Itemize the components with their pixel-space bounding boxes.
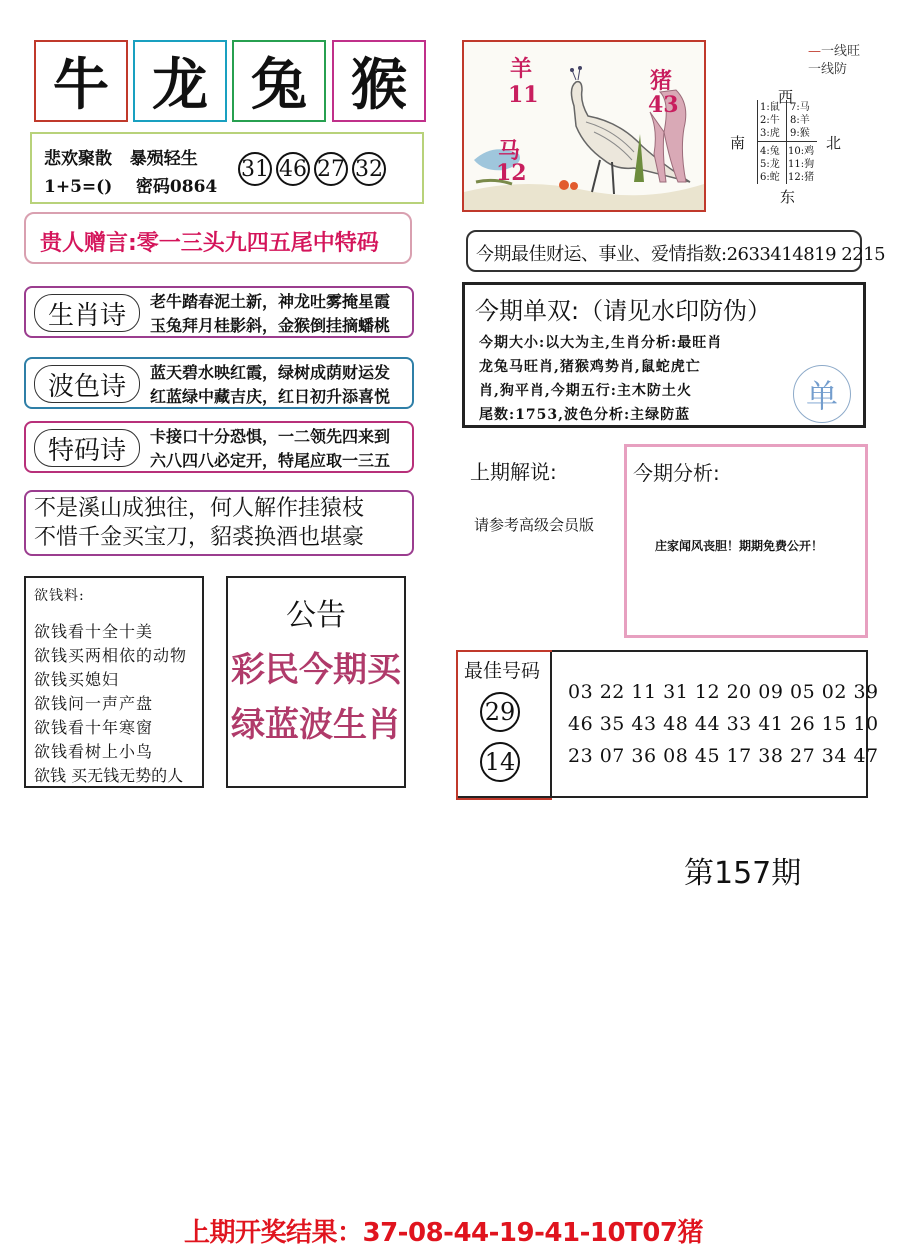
legend-wang: —一线旺: [808, 44, 861, 59]
compass-cell: 7:马: [790, 102, 810, 113]
pick-circle: 29: [480, 692, 520, 732]
number-grid: [568, 676, 879, 772]
compass-west: 西: [778, 88, 794, 106]
danshuang-lines: 今期大小:以大为主,生肖分析:最旺肖 龙兔马旺肖,猪猴鸡势肖,鼠蛇虎亡 肖,狗平肖,今期五行:主木防土火 尾数:1753,波色分析:主绿防蓝: [479, 335, 723, 423]
compass-cell: 4:兔: [760, 146, 780, 157]
poem-tag: 特码诗: [34, 429, 140, 467]
last-explain-title: 上期解说:: [470, 460, 557, 484]
zodiac-box-4: 猴: [332, 40, 426, 122]
yuqian-title: 欲钱料:: [34, 588, 85, 604]
compass-cell: 6:蛇: [760, 172, 780, 183]
pic-label-ma-number: 12: [496, 160, 527, 186]
analysis-text: 庄家闻风丧胆！期期免费公开！: [655, 539, 824, 553]
pic-label-zhu-number: 43: [648, 92, 679, 118]
last-result: 上期开奖结果：37-08-44-19-41-10T07猪: [184, 1218, 703, 1248]
info-numbers: [238, 152, 390, 186]
danshuang-box: [462, 282, 866, 428]
notice-title: 公告: [286, 598, 346, 633]
pic-label-ma: 马: [498, 138, 521, 164]
notice-box: [226, 576, 406, 788]
zodiac-box-2: 龙: [133, 40, 227, 122]
poem-tag: 波色诗: [34, 365, 140, 403]
best-numbers-title: 最佳号码: [464, 660, 541, 682]
notice-line-1: 彩民今期买: [231, 650, 401, 690]
info-line-1: 悲欢聚散 暴殒轻生: [44, 149, 198, 169]
number-circle: 27: [314, 152, 348, 186]
best-index-box: [466, 230, 886, 272]
pick-circle: 14: [480, 742, 520, 782]
compass-south: 南: [730, 134, 746, 152]
legend-fang: 一线防: [808, 62, 848, 77]
number-circle: 31: [238, 152, 272, 186]
yuqian-box: [24, 576, 204, 788]
compass-north: 北: [826, 134, 842, 152]
compass-cell: 9:猴: [790, 128, 810, 139]
yuqian-item: 欲钱看十年寒窗: [34, 718, 154, 737]
compass-cell: 1:鼠: [760, 102, 780, 113]
analysis-title: 今期分析:: [633, 461, 720, 485]
last-explain-text: 请参考高级会员版: [474, 516, 595, 534]
compass-east: 东: [780, 188, 796, 206]
number-row: 23 07 36 08 45 17 38 27 34 47: [568, 745, 879, 767]
poem-lines: 老牛踏春泥土新，神龙吐雾掩星霞 玉兔拜月桂影斜，金猴倒挂摘蟠桃: [150, 292, 391, 335]
zodiac-box-1: 牛: [34, 40, 128, 122]
best-numbers-box: [456, 650, 879, 798]
poem-box-zodiac: [24, 286, 414, 338]
poem-lines: 卡接口十分恐惧，一二领先四来到 六八四八必定开，特尾应取一三五: [150, 427, 391, 470]
info-line-2: 1+5=() 密码0864: [44, 177, 218, 197]
zodiac-box-3: 兔: [232, 40, 326, 122]
dan-stamp: 单: [793, 365, 851, 423]
number-row: 46 35 43 48 44 33 41 26 15 10: [568, 713, 879, 735]
poem-box-special: [24, 421, 414, 473]
compass-cell: 3:虎: [760, 128, 780, 139]
yuqian-item: 欲钱看树上小鸟: [34, 742, 154, 761]
guiren-box: [24, 212, 412, 264]
analysis-box: [624, 444, 868, 638]
yuqian-item: 欲钱 买无钱无势的人: [34, 766, 184, 785]
poem-box-color: [24, 357, 414, 409]
yuqian-item: 欲钱买两相依的动物: [34, 646, 188, 665]
compass-cell: 5:龙: [760, 159, 780, 170]
yuqian-item: 欲钱买媳妇: [34, 670, 120, 689]
notice-line-2: 绿蓝波生肖: [231, 705, 401, 745]
number-circle: 46: [276, 152, 310, 186]
yuqian-item: 欲钱问一声产盘: [34, 694, 154, 713]
issue-number: 第157期: [684, 856, 802, 891]
poem-tag: 生肖诗: [34, 294, 140, 332]
pic-label-yang: 羊: [510, 56, 533, 82]
poem-lines: 蓝天碧水映红霞，绿树成荫财运发 红蓝绿中藏吉庆，红日初升添喜悦: [150, 363, 391, 406]
compass-cell: 12:猪: [788, 172, 815, 183]
verse-lines: 不是溪山成独往，何人解作挂猿枝 不惜千金买宝刀，貂裘换酒也堪豪: [34, 496, 365, 550]
compass-cell: 2:牛: [760, 115, 780, 126]
pic-label-yang-number: 11: [508, 82, 539, 108]
compass-cell: 10:鸡: [788, 146, 815, 157]
guiren-text: 贵人赠言:零一三头九四五尾中特码: [40, 231, 379, 256]
verse-box: [24, 490, 414, 556]
pic-label-zhu: 猪: [650, 68, 673, 94]
yuqian-item: 欲钱看十全十美: [34, 622, 154, 641]
compass-cell: 8:羊: [790, 115, 810, 126]
number-row: 03 22 11 31 12 20 09 05 02 39: [568, 681, 879, 703]
compass-cell: 11:狗: [788, 159, 815, 170]
info-box: [30, 132, 424, 204]
compass: [720, 40, 895, 215]
best-index-text: 今期最佳财运、事业、爱情指数:2633414819 2215: [476, 244, 886, 265]
number-circle: 32: [352, 152, 386, 186]
peacock-picture: [462, 40, 706, 212]
danshuang-title: 今期单双:（请见水印防伪）: [475, 297, 772, 325]
